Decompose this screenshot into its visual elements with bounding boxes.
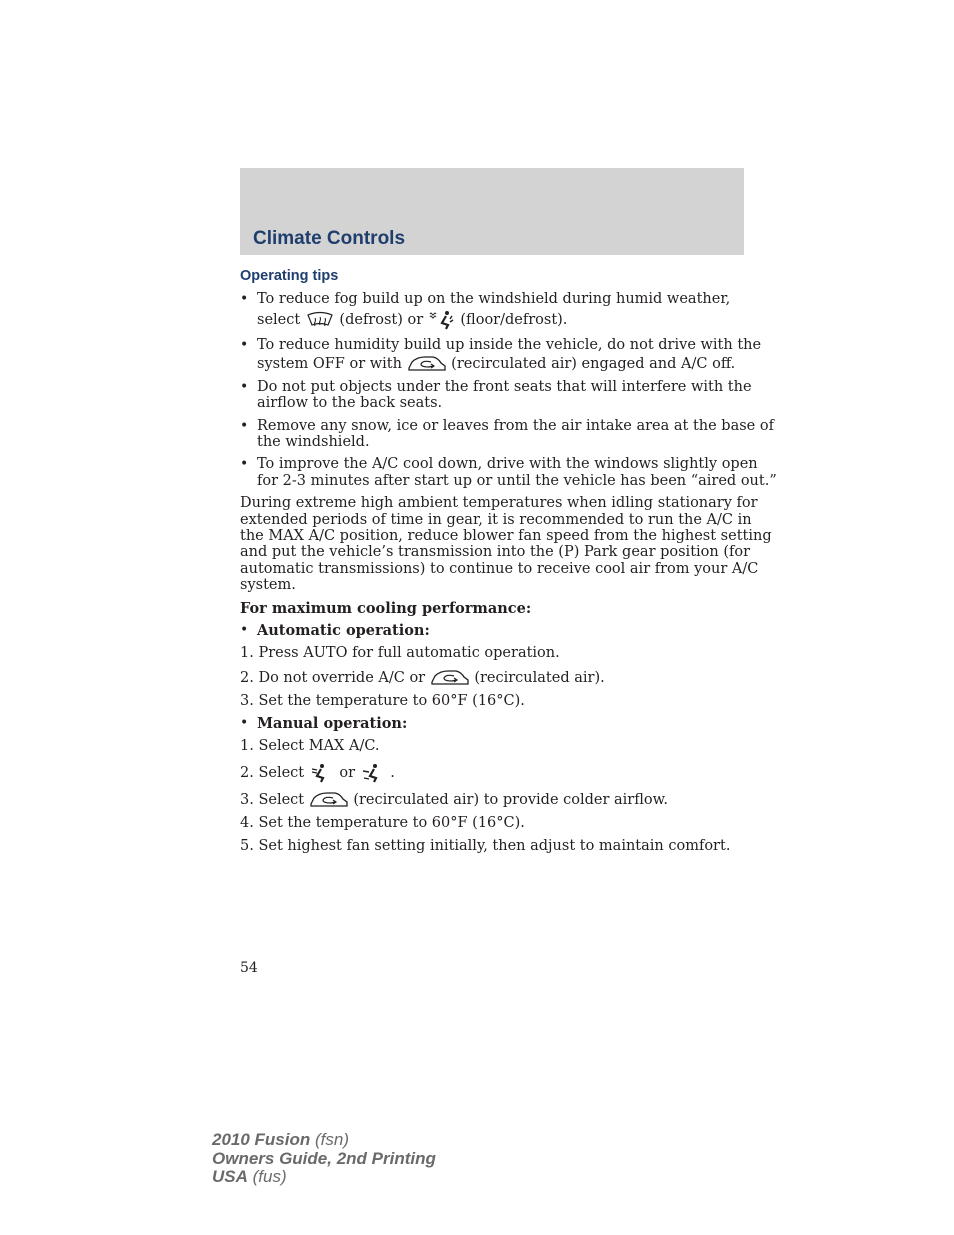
tip-3-line-2: airflow to the back seats.	[257, 395, 443, 411]
paragraph-line: extended periods of time in gear, it is recommended to run the A/C in	[240, 512, 752, 528]
auto-step-2-text-a: 2. Do not override A/C or	[240, 670, 426, 686]
tip-2-line-2	[257, 354, 735, 374]
manual-step-2	[240, 763, 395, 783]
footer-model-code: (fsn)	[315, 1130, 349, 1149]
bullet-marker: •	[240, 715, 249, 731]
manual-step-2-text-b: or	[339, 765, 356, 781]
bullet-marker: •	[240, 379, 249, 395]
tip-2-text-b: (recirculated air) engaged and A/C off.	[451, 356, 736, 372]
footer	[212, 1131, 436, 1187]
footer-market-code: (fus)	[252, 1167, 287, 1186]
bullet-marker: •	[240, 622, 249, 638]
panel-vent-icon	[309, 763, 335, 783]
tip-2-text-a: system OFF or with	[257, 356, 402, 372]
recirculated-air-icon	[309, 790, 349, 810]
footer-model: 2010 Fusion	[212, 1130, 311, 1149]
footer-line-2	[212, 1150, 436, 1169]
paragraph-line: and put the vehicle’s transmission into the (P) Park gear position (for	[240, 544, 751, 560]
tip-1-line-2	[257, 310, 567, 330]
manual-step-4: 4. Set the temperature to 60°F (16°C).	[240, 815, 525, 831]
section-title: Climate Controls	[253, 228, 406, 249]
page-number: 54	[240, 960, 258, 976]
bullet-marker: •	[240, 291, 249, 307]
auto-step-3: 3. Set the temperature to 60°F (16°C).	[240, 693, 525, 709]
manual-operation-label: Manual operation:	[257, 715, 408, 732]
paragraph-line: the MAX A/C position, reduce blower fan speed from the highest setting	[240, 528, 772, 544]
paragraph-line: automatic transmissions) to continue to receive cool air from your A/C	[240, 561, 759, 577]
floor-defrost-icon	[428, 310, 456, 330]
bullet-marker: •	[240, 418, 249, 434]
tip-1-text-b: (defrost) or	[339, 312, 424, 328]
manual-step-5: 5. Set highest fan setting initially, then adjust to maintain comfort.	[240, 838, 731, 854]
manual-step-1: 1. Select MAX A/C.	[240, 738, 380, 754]
manual-step-2-text-c: .	[390, 765, 395, 781]
footer-market: USA	[212, 1167, 248, 1186]
auto-step-2-text-b: (recirculated air).	[474, 670, 605, 686]
tip-1-text-c: (floor/defrost).	[460, 312, 568, 328]
footer-line-3	[212, 1168, 436, 1187]
tip-5-line-2: for 2-3 minutes after start up or until the vehicle has been “aired out.”	[257, 473, 777, 489]
bullet-marker: •	[240, 337, 249, 353]
auto-step-1: 1. Press AUTO for full automatic operation.	[240, 645, 560, 661]
recirculated-air-icon	[407, 354, 447, 374]
auto-step-2	[240, 668, 605, 688]
operating-tips-title: Operating tips	[240, 268, 339, 284]
manual-step-2-text-a: 2. Select	[240, 765, 305, 781]
tip-4-line-1: Remove any snow, ice or leaves from the air intake area at the base of	[257, 418, 774, 434]
tip-4-line-2: the windshield.	[257, 434, 370, 450]
tip-3-line-1: Do not put objects under the front seats that will interfere with the	[257, 379, 752, 395]
defrost-icon	[305, 311, 335, 329]
tip-1-line-1: To reduce fog build up on the windshield during humid weather,	[257, 291, 731, 307]
bullet-marker: •	[240, 456, 249, 472]
paragraph-line: system.	[240, 577, 296, 593]
automatic-operation-label: Automatic operation:	[257, 622, 430, 639]
recirculated-air-icon	[430, 668, 470, 688]
manual-step-3-text-b: (recirculated air) to provide colder airflow.	[353, 792, 668, 808]
panel-floor-icon	[360, 763, 386, 783]
manual-step-3	[240, 790, 668, 810]
paragraph-line: During extreme high ambient temperatures when idling stationary for	[240, 495, 758, 511]
manual-step-3-text-a: 3. Select	[240, 792, 305, 808]
footer-line-1	[212, 1131, 436, 1150]
tip-2-line-1: To reduce humidity build up inside the vehicle, do not drive with the	[257, 337, 762, 353]
tip-1-text-a: select	[257, 312, 301, 328]
tip-5-line-1: To improve the A/C cool down, drive with the windows slightly open	[257, 456, 758, 472]
footer-edition: Owners Guide, 2nd Printing	[212, 1148, 436, 1168]
max-cooling-heading: For maximum cooling performance:	[240, 600, 532, 617]
